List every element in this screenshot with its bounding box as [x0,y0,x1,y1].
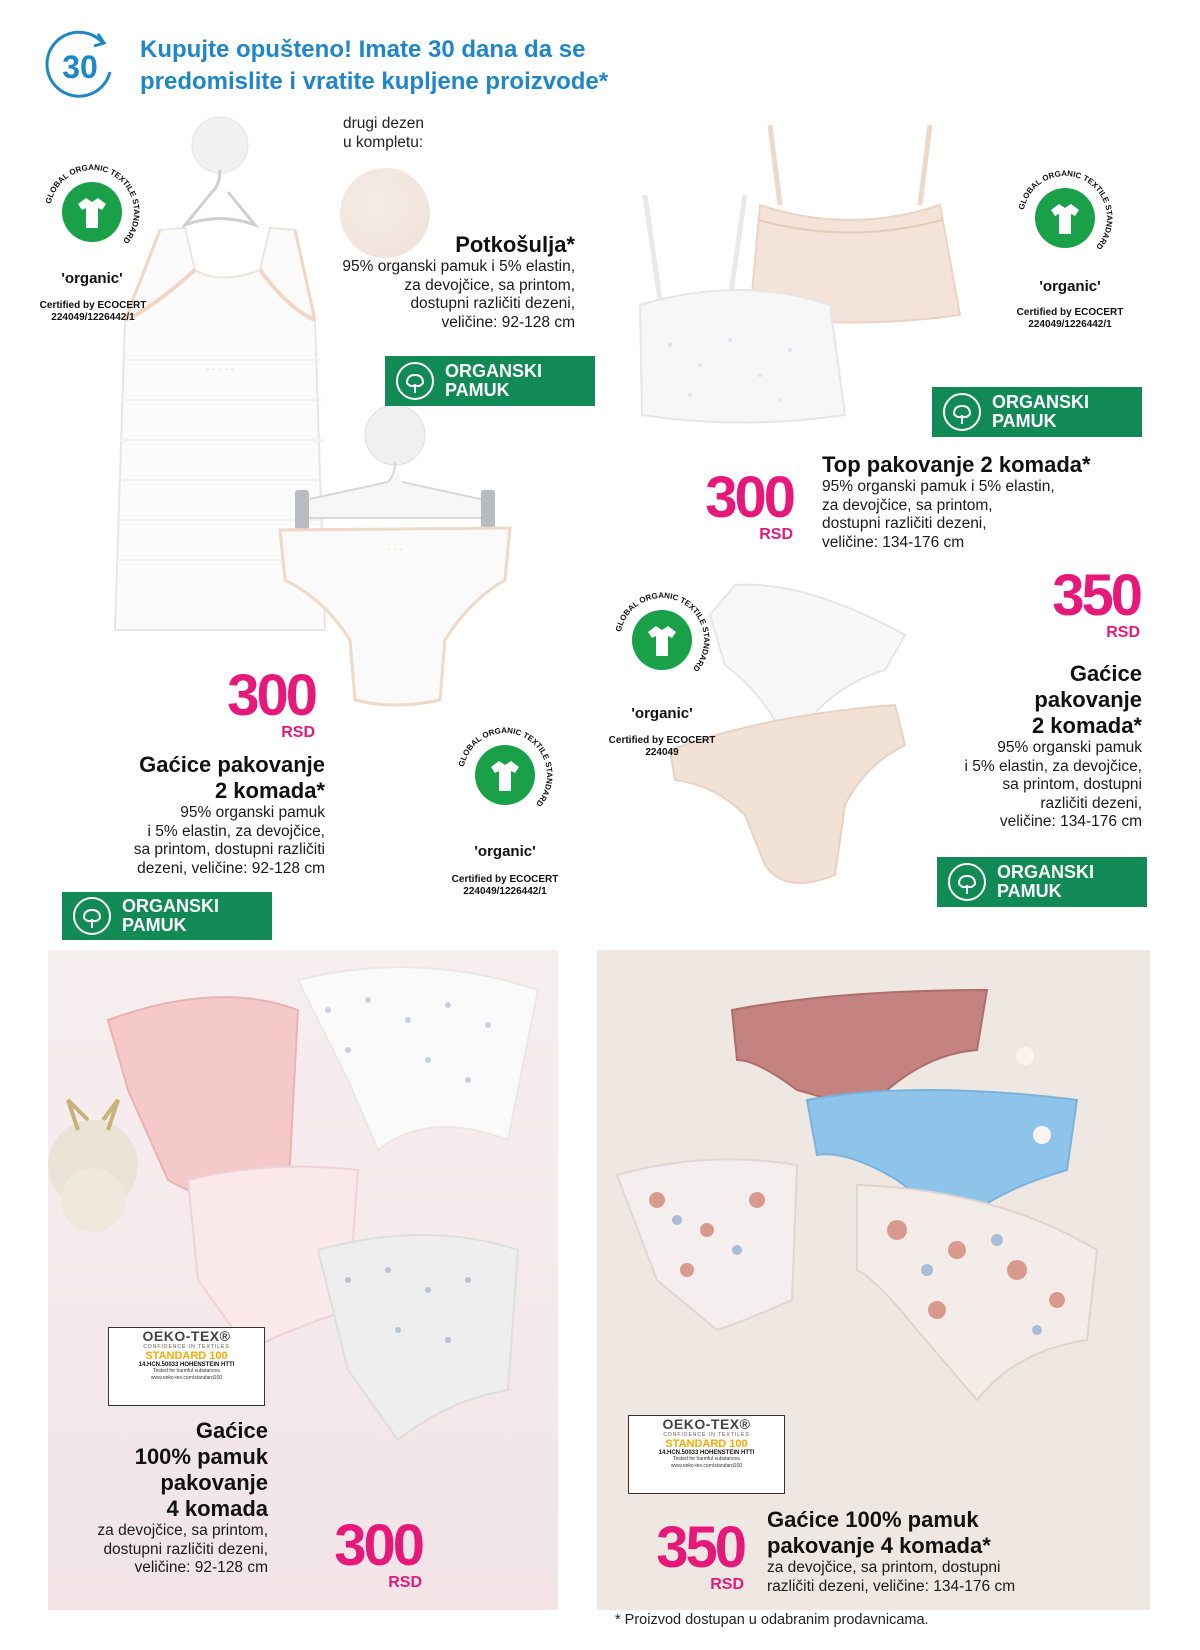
large-panties-title-1: Gaćice [1069,661,1142,686]
organic-cotton-label [385,356,595,406]
price-gacice-big [1020,563,1140,642]
oeko-url: www.oeko-tex.com/standard100 [150,1375,223,1381]
gots-ring-text: GLOBAL ORGANIC TEXTILE STANDARD [613,590,712,674]
four-pack-large-desc-1: za devojčice, sa printom, dostupni [767,1559,1001,1576]
oeko-standard: STANDARD 100 [145,1350,228,1362]
price-value: 350 [1052,563,1140,628]
price-value: 300 [227,663,315,728]
header-line-1: Kupujte opušteno! Imate 30 dana da se [140,36,586,63]
large-panties-desc-1: 95% organski pamuk [997,739,1142,756]
four-pack-small-info [60,1418,268,1578]
oeko-code: 14.HCN.50033 HOHENSTEIN HTTI [658,1450,755,1456]
certified-caption [1005,307,1135,331]
gots-logo-icon [42,162,142,262]
four-pack-large-info [767,1507,1147,1596]
other-pattern-line-1: drugi dezen [343,115,425,132]
cotton-icon [942,392,982,432]
cert-number: 224049/1226442/1 [463,886,547,897]
pamuk-text: PAMUK [445,380,510,400]
four-pack-small-title-3: pakovanje [160,1470,268,1495]
gots-logo-icon [612,590,712,690]
oeko-tex-label [108,1327,265,1406]
oeko-tex-label [628,1415,785,1494]
return-30-days-icon [40,26,120,106]
organski-text: ORGANSKI [992,392,1090,412]
organic-caption: 'organic' [61,270,123,287]
small-panties-title-2: 2 komada* [214,778,325,803]
price-gacice-small [200,663,315,742]
oeko-tested: Tested for harmful substances [153,1368,220,1374]
top-title: Top pakovanje 2 komada* [822,452,1091,477]
price-currency: RSD [388,1574,422,1591]
organic-caption: 'organic' [631,705,693,722]
camisole-info [300,232,575,332]
pamuk-text: PAMUK [122,915,187,935]
gots-ring-text: GLOBAL ORGANIC TEXTILE STANDARD [456,725,555,809]
oeko-subtitle: CONFIDENCE IN TEXTILES [143,1344,230,1350]
header-message [140,34,608,98]
svg-text:· · · · ·: · · · · · [206,364,234,375]
small-panties-desc-4: dezeni, veličine: 92-128 cm [137,859,325,877]
gots-logo-icon [1015,168,1115,268]
large-panties-title-2: pakovanje [1034,687,1142,712]
price-top [675,465,793,544]
badge-number: 30 [62,49,98,85]
small-panties-desc-3: sa printom, dostupni različiti [133,841,325,858]
camisole-title: Potkošulja* [455,232,575,257]
top-info [822,452,1152,552]
cotton-icon [947,862,987,902]
organski-text: ORGANSKI [997,862,1095,882]
four-pack-small-desc-2: dostupni različiti dezeni, [103,1540,268,1558]
tops-photo [630,115,1010,425]
price-currency: RSD [1106,624,1140,641]
large-panties-desc-4: različiti dezeni, [1040,794,1142,812]
price-four-pack-large [620,1515,744,1594]
organic-caption: 'organic' [474,843,536,860]
large-panties-desc-5: veličine: 134-176 cm [999,813,1142,830]
four-pack-large-desc-2: različiti dezeni, veličine: 134-176 cm [767,1577,1016,1595]
organic-cotton-label [937,857,1147,907]
organski-text: ORGANSKI [445,361,543,381]
price-value: 300 [334,1513,422,1578]
gots-logo-icon [455,725,555,825]
cert-number: 224049/1226442/1 [51,312,135,323]
oeko-code: 14.HCN.50033 HOHENSTEIN HTTI [138,1362,235,1368]
certified-caption [28,300,158,324]
camisole-desc-1: 95% organski pamuk i 5% elastin, [342,258,575,275]
four-pack-small-title-2: 100% pamuk [134,1444,268,1469]
top-desc-2: za devojčice, sa printom, [822,496,993,514]
organic-caption: 'organic' [1039,278,1101,295]
organic-cotton-label [62,892,272,940]
svg-text:· · ·: · · · [387,544,403,555]
cotton-icon [72,896,112,936]
price-currency: RSD [759,526,793,543]
top-desc-4: veličine: 134-176 cm [822,533,965,551]
large-panties-info [900,661,1142,832]
certified-by: Certified by ECOCERT [39,300,147,311]
small-panties-info [60,752,325,878]
price-value: 300 [705,465,793,530]
small-panties-title-1: Gaćice pakovanje [139,752,325,777]
four-pack-small-title-1: Gaćice [195,1418,268,1443]
small-panties-desc-1: 95% organski pamuk [180,804,325,821]
top-desc-1: 95% organski pamuk i 5% elastin, [822,478,1055,495]
large-panties-desc-3: sa printom, dostupni [1002,776,1142,793]
small-panties-desc-2: i 5% elastin, za devojčice, [147,822,325,840]
other-pattern-line-2: u kompletu: [343,134,424,151]
large-panties-desc-2: i 5% elastin, za devojčice, [964,757,1142,775]
oeko-standard: STANDARD 100 [665,1438,748,1450]
gots-ring-text: GLOBAL ORGANIC TEXTILE STANDARD [1016,168,1115,252]
certified-by: Certified by ECOCERT [608,735,716,746]
price-value: 350 [656,1515,744,1580]
cert-number: 224049/1226442/1 [1028,319,1112,330]
pamuk-text: PAMUK [997,881,1062,901]
camisole-desc-3: dostupni različiti dezeni, [410,295,575,312]
camisole-desc-2: za devojčice, sa printom, [404,276,575,294]
footer-note: * Proizvod dostupan u odabranim prodavnicama. [615,1612,929,1628]
four-pack-small-title-4: 4 komada [166,1496,268,1521]
oeko-tested: Tested for harmful substances [673,1456,740,1462]
four-pack-large-title-2: pakovanje 4 komada* [767,1533,991,1558]
large-panties-title-3: 2 komada* [1031,713,1142,738]
four-pack-small-desc-1: za devojčice, sa printom, [97,1522,268,1539]
organic-cotton-label [932,387,1142,437]
oeko-title: OEKO-TEX® [142,1328,231,1344]
oeko-url: www.oeko-tex.com/standard100 [670,1463,743,1469]
price-currency: RSD [281,724,315,741]
certified-caption [597,735,727,759]
organski-text: ORGANSKI [122,896,220,916]
four-pack-small-desc-3: veličine: 92-128 cm [134,1559,268,1576]
oeko-title: OEKO-TEX® [662,1416,751,1432]
certified-by: Certified by ECOCERT [451,874,559,885]
header-line-2: predomislite i vratite kupljene proizvode* [140,68,609,95]
other-pattern-note [343,114,424,152]
top-desc-3: dostupni različiti dezeni, [822,515,987,532]
oeko-subtitle: CONFIDENCE IN TEXTILES [663,1432,750,1438]
pamuk-text: PAMUK [992,411,1057,431]
gots-ring-text: GLOBAL ORGANIC TEXTILE STANDARD [43,162,142,246]
price-currency: RSD [710,1576,744,1593]
certified-caption [440,874,570,898]
camisole-desc-4: veličine: 92-128 cm [441,313,575,331]
four-pack-large-title-1: Gaćice 100% pamuk [767,1507,979,1532]
cotton-icon [395,361,435,401]
price-four-pack-small [300,1513,422,1592]
certified-by: Certified by ECOCERT [1016,307,1124,318]
cert-number: 224049 [645,747,679,758]
